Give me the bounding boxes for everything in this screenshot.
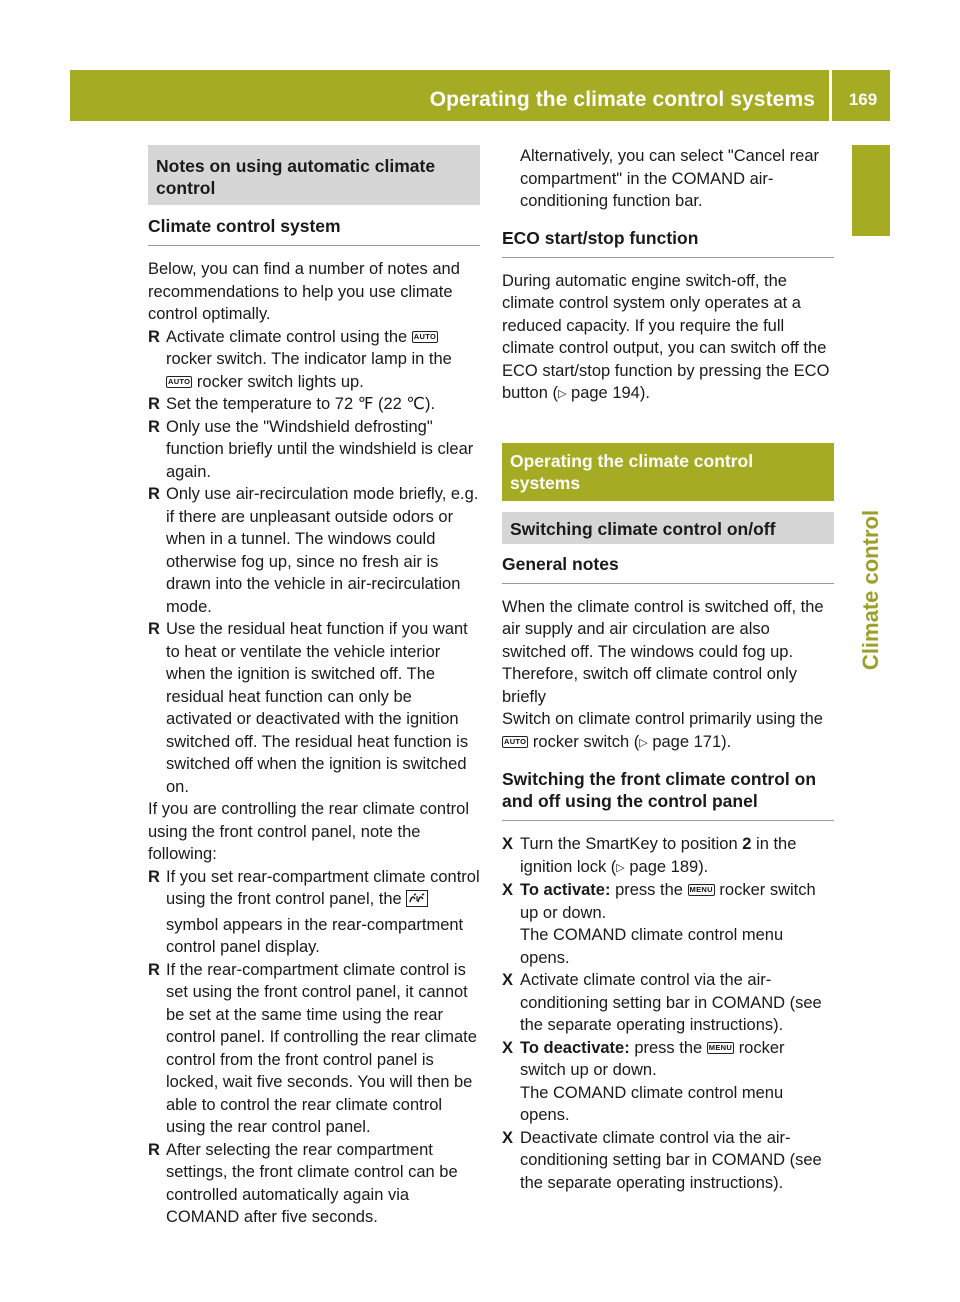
page-reference-link[interactable]: page 189 — [629, 857, 699, 876]
eco-paragraph: During automatic engine switch-off, the climate control system only operates at a reduced capacity. If you require the full climate control output, you can switch off the ECO start/stop function by pressing the ECO button (▷ page 194). — [502, 271, 830, 402]
bullet-marker: R — [148, 620, 160, 638]
switching-box-heading: Switching climate control on/off — [502, 512, 834, 544]
bullet-marker: R — [148, 960, 160, 979]
left-column — [148, 145, 480, 1229]
notes-box-heading: Notes on using automatic climate control — [148, 145, 480, 205]
list-item: R Set the temperature to 72 ℉ (22 ℃). — [148, 393, 480, 416]
list-item: Alternatively, you can select "Cancel rear compartment" in the COMAND air-conditioning function bar. — [520, 147, 820, 210]
page-ref-icon: ▷ — [557, 388, 567, 400]
notes-bullet-list — [148, 326, 480, 799]
eco-start-stop-heading: ECO start/stop function — [502, 227, 834, 258]
general-notes-heading: General notes — [502, 553, 834, 584]
header-bar — [70, 70, 890, 121]
chapter-tab-label: Climate control — [858, 509, 883, 671]
menu-key-icon: MENU — [708, 1042, 733, 1052]
page-ref-icon: ▷ — [616, 861, 625, 874]
bullet-marker: R — [148, 485, 160, 503]
step-marker: X — [502, 835, 514, 853]
bullet-marker: R — [148, 395, 160, 413]
intro-paragraph: Below, you can find a number of notes and recommendations to help you use climate control optimally. — [148, 260, 460, 323]
list-item: R Only use air-recirculation mode briefly, e.g. if there are unpleasant outside odors or when in a tunnel. The windows could otherwise fog up, since no fresh air is drawn into the vehicle in air-recirculation mode. — [148, 485, 479, 616]
right-column — [502, 145, 834, 1194]
list-item: R Only use the "Windshield defrosting" function briefly until the windshield is clear again. — [148, 417, 474, 481]
step-marker: X — [502, 881, 514, 899]
list-item: R If you set rear-compartment climate control using the front control panel, the symbol appears in the rear-compartment control panel display. — [148, 867, 480, 956]
bullet-marker: R — [148, 867, 160, 886]
menu-key-icon: MENU — [689, 885, 713, 894]
list-item: X Turn the SmartKey to position 2 in the ignition lock (▷ page 189). — [502, 835, 797, 876]
list-item: X To activate: press the MENU rocker switch up or down. The COMAND climate control menu opens. — [502, 881, 816, 967]
climate-control-system-heading: Climate control system — [148, 215, 480, 246]
step-marker: X — [502, 1128, 514, 1147]
general-notes-paragraph-2: Switch on climate control primarily using the AUTO rocker switch (▷ page 171). — [502, 710, 823, 751]
rear-bullet-list — [148, 866, 480, 1229]
rear-control-intro: If you are controlling the rear climate control using the front control panel, note the following: — [148, 800, 469, 863]
bullet-marker: R — [148, 417, 160, 436]
list-item: R After selecting the rear compartment settings, the front climate control can be controlled automatically again via COMAND after five seconds. — [148, 1140, 458, 1226]
continued-list — [502, 145, 834, 213]
page-reference-link[interactable]: page 194 — [571, 384, 640, 402]
front-climate-control-heading: Switching the front climate control on and off using the control panel — [502, 768, 834, 821]
list-item: R If the rear-compartment climate control is set using the front control panel, it cannot be set at the same time using the rear control panel. If controlling the rear climate control from the front control panel is locked, wait five seconds. You will then be able to control the rear climate control using the rear control panel. — [148, 960, 477, 1136]
step-marker: X — [502, 971, 514, 989]
list-item: X Deactivate climate control via the air-conditioning setting bar in COMAND (see the separate operating instructions). — [502, 1128, 822, 1192]
page-header-title: Operating the climate control systems — [429, 88, 815, 111]
page-number: 169 — [848, 90, 878, 109]
page-ref-icon: ▷ — [639, 736, 648, 749]
step-marker: X — [502, 1038, 514, 1057]
operating-systems-box-heading: Operating the climate control systems — [502, 443, 834, 501]
header-divider — [829, 70, 832, 121]
bullet-marker: R — [148, 327, 160, 346]
steps-list — [502, 833, 834, 1194]
page-reference-link[interactable]: page 171 — [652, 732, 722, 751]
auto-key-icon: AUTO — [413, 331, 437, 341]
general-notes-paragraph: When the climate control is switched off, the air supply and air circulation are also switched off. The windows could fog up. Therefore, switch off climate control only briefly — [502, 597, 824, 706]
bullet-marker: R — [148, 1140, 160, 1159]
list-item: X To deactivate: press the MENU rocker switch up or down. The COMAND climate control menu opens. — [502, 1038, 785, 1124]
rear-control-symbol-icon — [406, 890, 428, 914]
list-item: R Use the residual heat function if you want to heat or ventilate the vehicle interior when the ignition is switched off. The residual heat function can only be activated or deactivated with the ignition switched off. The residual heat function is switched off when the ignition is switched on. — [148, 620, 469, 796]
auto-key-icon: AUTO — [504, 736, 527, 746]
list-item: R Activate climate control using the AUTO rocker switch. The indicator lamp in the AUTO rocker switch lights up. — [148, 327, 452, 391]
chapter-tab-marker — [852, 145, 890, 236]
auto-key-icon: AUTO — [168, 376, 191, 386]
list-item: X Activate climate control via the air-conditioning setting bar in COMAND (see the separate operating instructions). — [502, 971, 822, 1034]
